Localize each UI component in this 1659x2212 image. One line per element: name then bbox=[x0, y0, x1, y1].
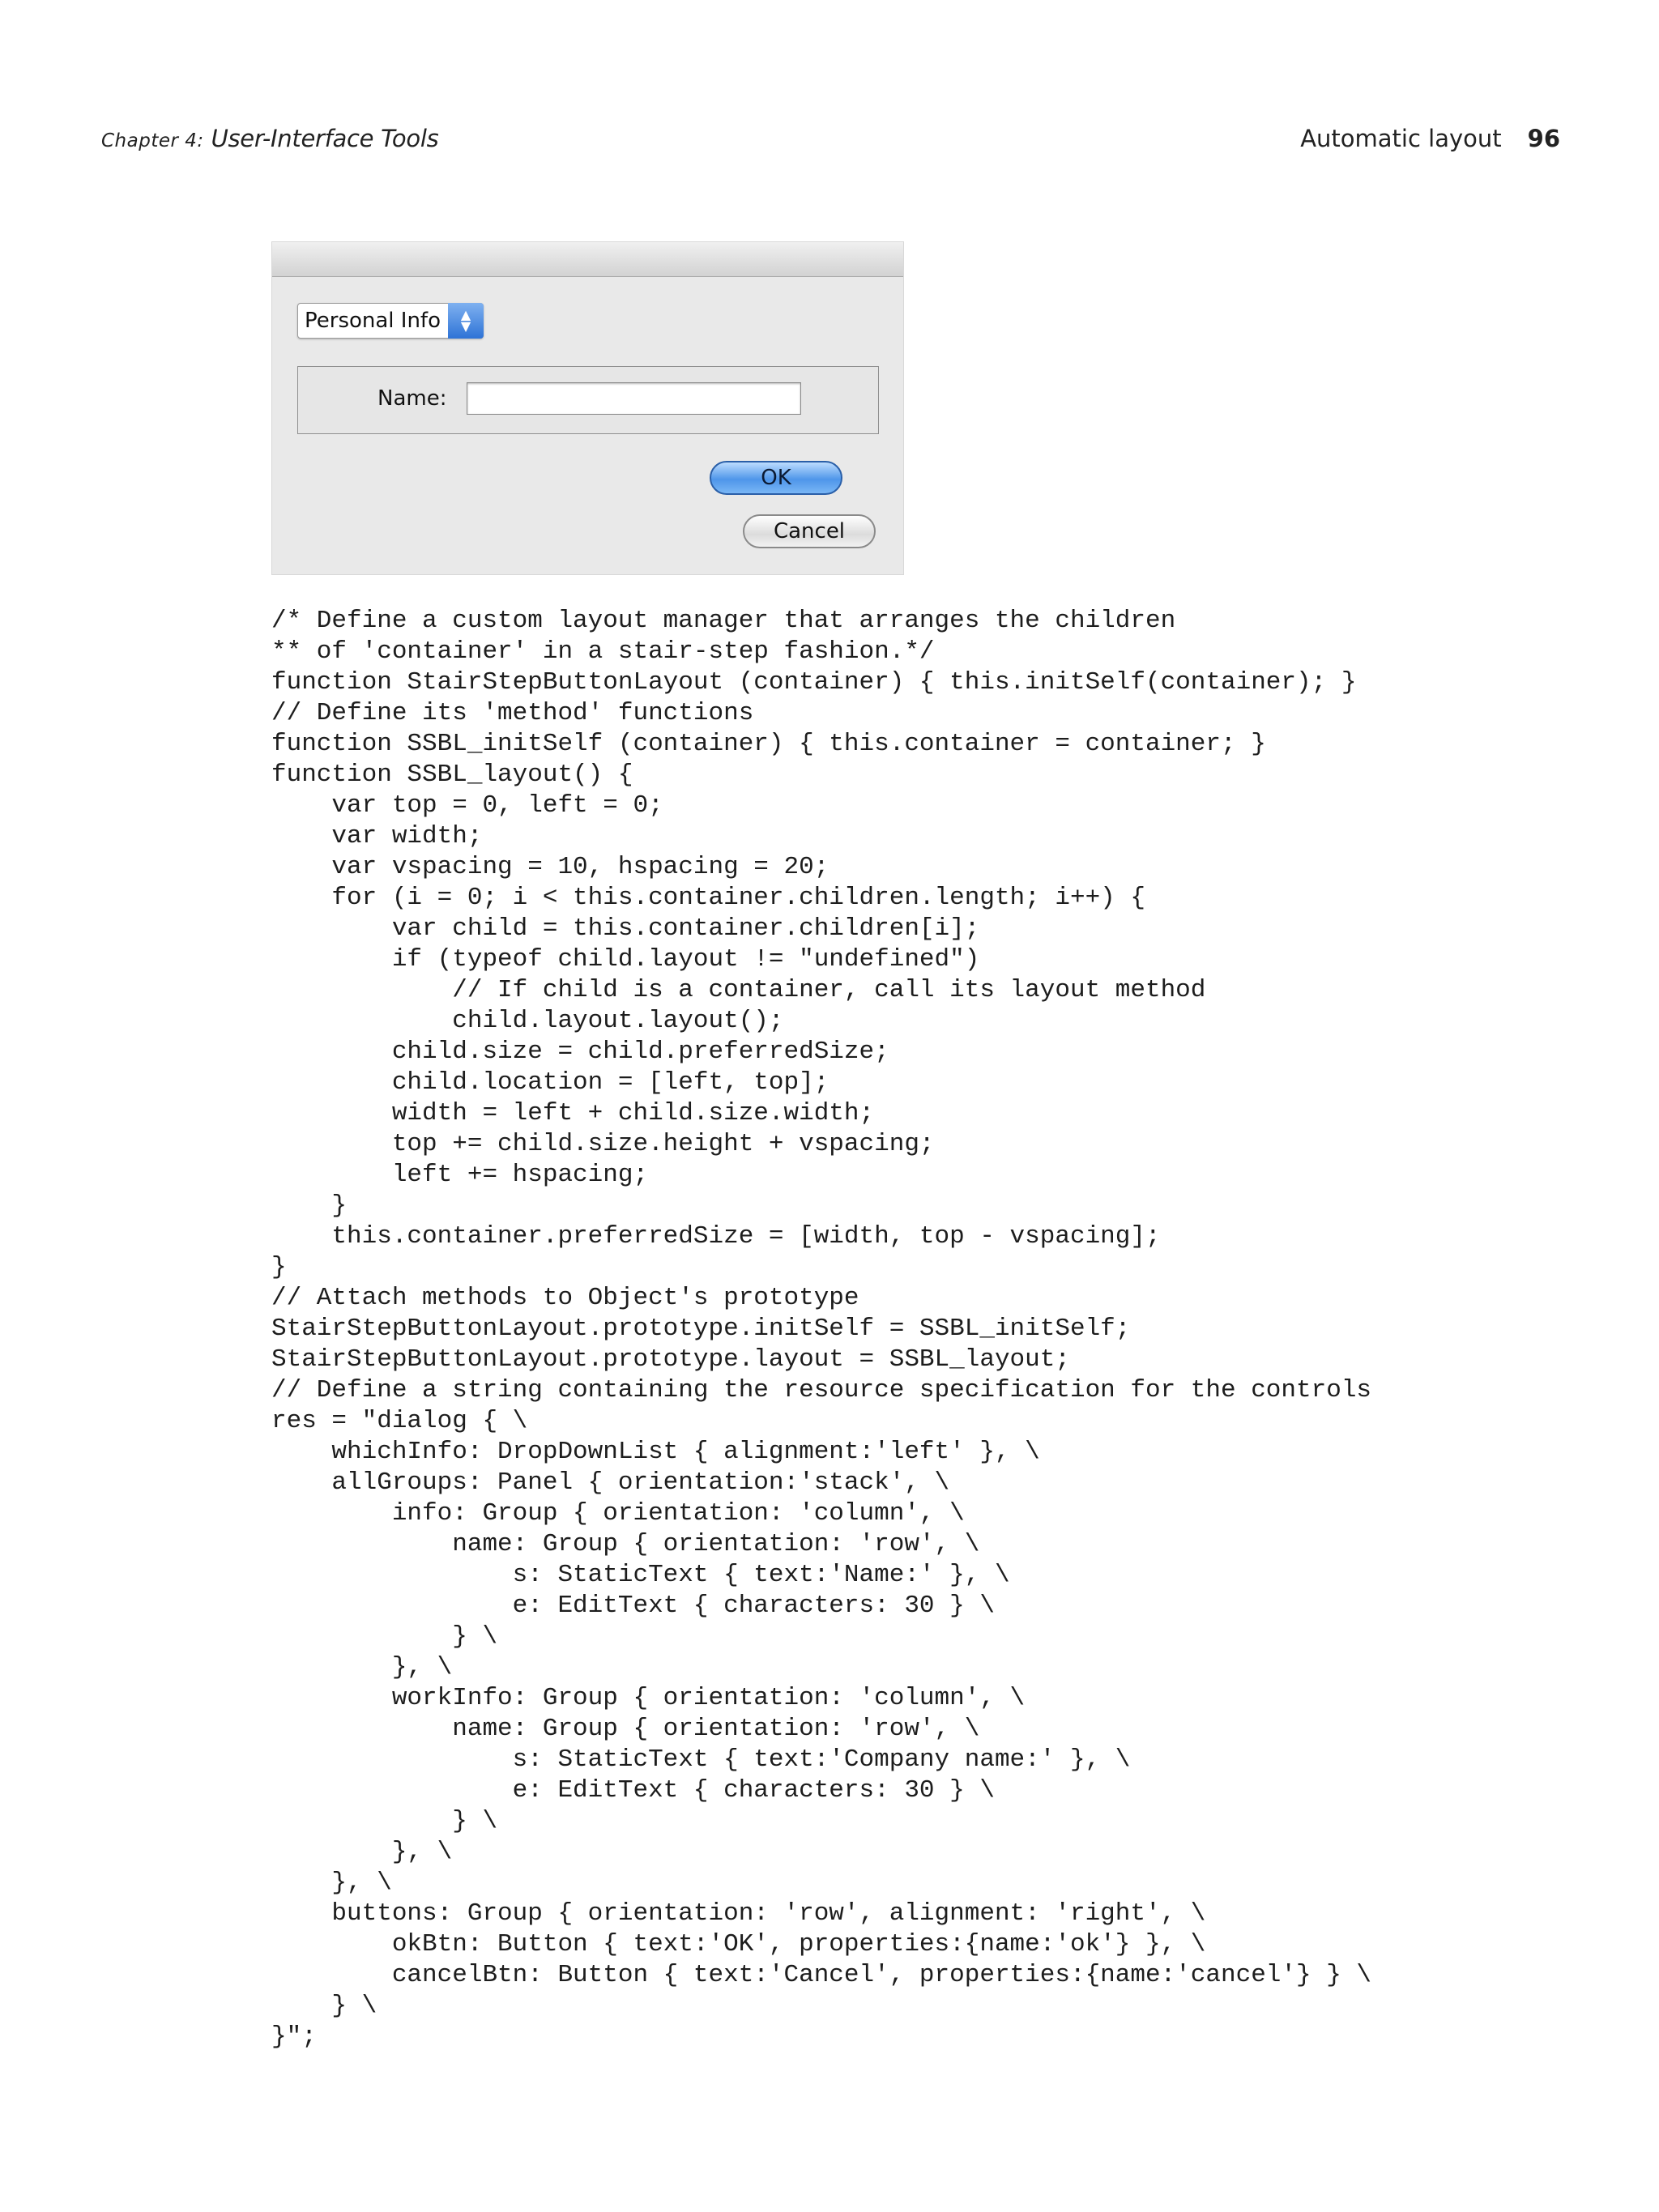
code-line: StairStepButtonLayout.prototype.initSelf = SSBL_initSelf; bbox=[271, 1315, 1131, 1343]
info-dropdown[interactable] bbox=[297, 303, 484, 339]
cancel-button[interactable]: Cancel bbox=[743, 514, 876, 548]
code-line: left += hspacing; bbox=[271, 1161, 649, 1189]
code-line: this.container.preferredSize = [width, top - vspacing]; bbox=[271, 1222, 1161, 1251]
code-line: }, \ bbox=[271, 1869, 392, 1897]
code-line: function SSBL_initSelf (container) { this.container = container; } bbox=[271, 730, 1266, 758]
dialog-screenshot bbox=[271, 241, 904, 575]
code-line: var width; bbox=[271, 822, 483, 850]
code-line: }, \ bbox=[271, 1838, 453, 1866]
code-line: buttons: Group { orientation: 'row', alignment: 'right', \ bbox=[271, 1899, 1206, 1928]
code-line: if (typeof child.layout != "undefined") bbox=[271, 945, 980, 974]
code-line: var child = this.container.children[i]; bbox=[271, 914, 980, 943]
name-label: Name: bbox=[377, 386, 447, 411]
code-line: res = "dialog { \ bbox=[271, 1407, 528, 1435]
code-line: ** of 'container' in a stair-step fashion.*/ bbox=[271, 637, 935, 666]
code-line: } bbox=[271, 1191, 348, 1220]
info-panel bbox=[297, 366, 879, 434]
code-line: }, \ bbox=[271, 1653, 453, 1681]
code-line: workInfo: Group { orientation: 'column', \ bbox=[271, 1684, 1026, 1712]
code-line: name: Group { orientation: 'row', \ bbox=[271, 1715, 980, 1743]
code-line: e: EditText { characters: 30 } \ bbox=[271, 1776, 995, 1805]
code-line: }"; bbox=[271, 2022, 317, 2051]
code-line: child.location = [left, top]; bbox=[271, 1068, 830, 1097]
code-line: } \ bbox=[271, 1807, 498, 1835]
code-line: } bbox=[271, 1253, 287, 1281]
code-line: /* Define a custom layout manager that arranges the children bbox=[271, 607, 1176, 635]
code-line: StairStepButtonLayout.prototype.layout = SSBL_layout; bbox=[271, 1345, 1070, 1374]
code-line: s: StaticText { text:'Name:' }, \ bbox=[271, 1561, 1010, 1589]
code-listing bbox=[271, 606, 1371, 2052]
code-line: okBtn: Button { text:'OK', properties:{name:'ok'} }, \ bbox=[271, 1930, 1206, 1958]
code-line: child.layout.layout(); bbox=[271, 1007, 784, 1035]
section-title: Automatic layout bbox=[1300, 125, 1502, 152]
code-line: } \ bbox=[271, 1992, 377, 2020]
code-line: // Define a string containing the resource specification for the controls bbox=[271, 1376, 1372, 1404]
code-line: info: Group { orientation: 'column', \ bbox=[271, 1499, 965, 1528]
ok-button[interactable]: OK bbox=[710, 461, 842, 495]
code-line: var top = 0, left = 0; bbox=[271, 791, 663, 820]
chevron-up-down-icon: ▲ ▼ bbox=[448, 303, 484, 339]
chapter-title: User-Interface Tools bbox=[203, 125, 439, 152]
code-line: function StairStepButtonLayout (container) { this.initSelf(container); } bbox=[271, 668, 1357, 697]
code-line: child.size = child.preferredSize; bbox=[271, 1038, 889, 1066]
code-line: whichInfo: DropDownList { alignment:'left' }, \ bbox=[271, 1438, 1040, 1466]
name-input[interactable] bbox=[467, 382, 801, 415]
code-line: } \ bbox=[271, 1622, 498, 1651]
code-line: allGroups: Panel { orientation:'stack', \ bbox=[271, 1468, 950, 1497]
dropdown-value: Personal Info bbox=[305, 309, 441, 333]
code-line: s: StaticText { text:'Company name:' }, \ bbox=[271, 1745, 1131, 1774]
chapter-prefix: Chapter 4: bbox=[101, 130, 204, 151]
code-line: cancelBtn: Button { text:'Cancel', properties:{name:'cancel'} } \ bbox=[271, 1961, 1372, 1989]
running-header-chapter bbox=[101, 125, 438, 152]
running-header-section bbox=[1300, 125, 1560, 152]
code-line: // Attach methods to Object's prototype bbox=[271, 1284, 859, 1312]
code-line: function SSBL_layout() { bbox=[271, 761, 633, 789]
code-line: // If child is a container, call its layout method bbox=[271, 976, 1206, 1004]
code-line: var vspacing = 10, hspacing = 20; bbox=[271, 853, 830, 881]
code-line: for (i = 0; i < this.container.children.length; i++) { bbox=[271, 884, 1145, 912]
code-line: // Define its 'method' functions bbox=[271, 699, 754, 727]
code-line: top += child.size.height + vspacing; bbox=[271, 1130, 935, 1158]
code-line: e: EditText { characters: 30 } \ bbox=[271, 1592, 995, 1620]
code-line: name: Group { orientation: 'row', \ bbox=[271, 1530, 980, 1558]
code-line: width = left + child.size.width; bbox=[271, 1099, 875, 1127]
dialog-titlebar bbox=[272, 242, 903, 277]
page-number: 96 bbox=[1527, 125, 1560, 152]
